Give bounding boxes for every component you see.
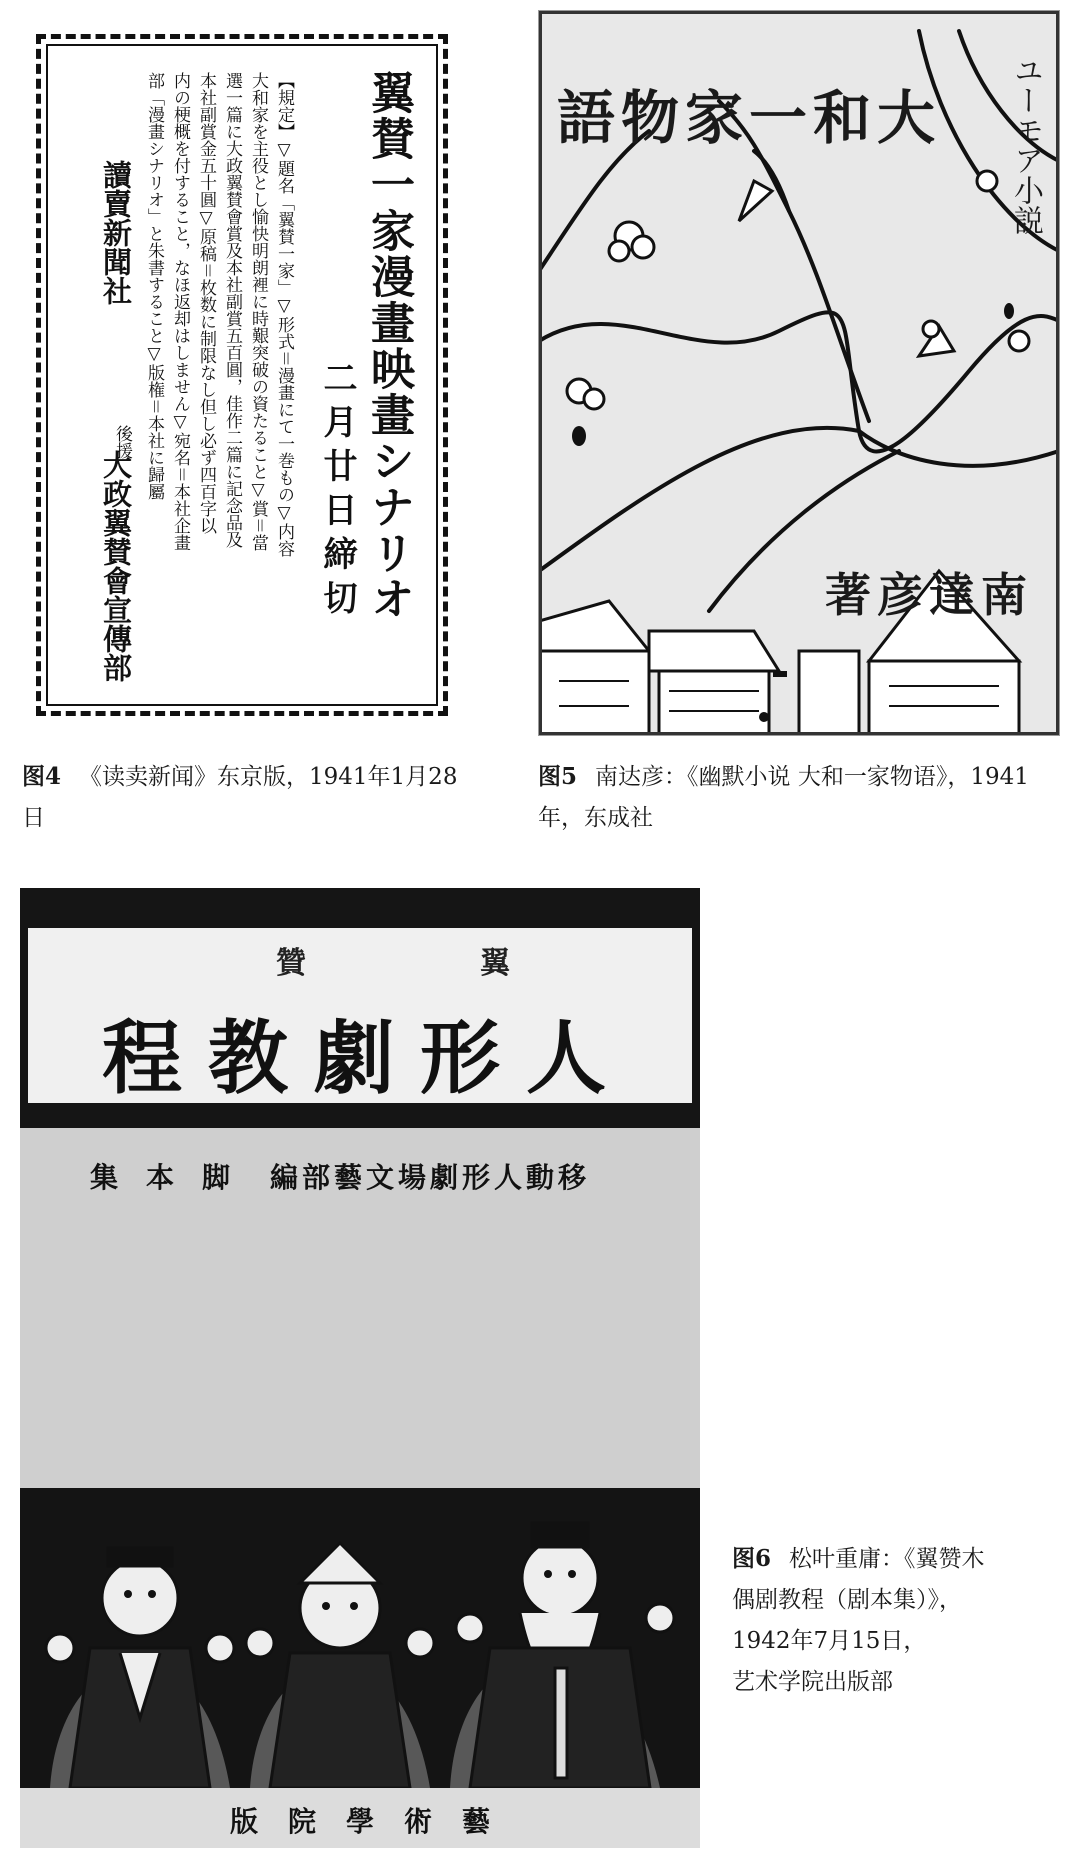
ad-rule-line: 本社副賞金五十圓▽原稿＝枚数に制限なし但し必ず四百字以 xyxy=(196,72,216,534)
cover-editor: 移動人形劇場文藝部編 xyxy=(270,1161,591,1194)
figure-label: 图5 xyxy=(538,763,578,790)
figure-6-caption xyxy=(732,1538,1062,1703)
ad-rule-line: 内の梗概を付すること，なほ返却はしません▽宛名＝本社企畫 xyxy=(170,72,190,551)
cover-title: 人形劇教程 xyxy=(102,1011,632,1105)
ad-title: 翼賛一家漫畫映畫シナリオ xyxy=(363,70,414,622)
figure-5-caption xyxy=(538,756,1058,839)
cover-author: 南達彦著 xyxy=(825,568,1033,622)
caption-line: 1942年7月15日， xyxy=(732,1628,927,1654)
cover-subtitle-char: 贊 xyxy=(276,946,306,981)
caption-text: 《读卖新闻》东京版，1941年1月28日 xyxy=(22,764,458,831)
figure-6-textbook-cover xyxy=(20,888,700,1848)
title-band xyxy=(28,928,692,1103)
figure-label: 图4 xyxy=(22,763,62,790)
figure-4-caption xyxy=(22,756,462,839)
figure-label: 图6 xyxy=(732,1545,772,1572)
ad-rule-line: 【規定】▽題名「翼賛一家」▽形式＝漫畫にて一巻もの▽内容 xyxy=(274,72,294,557)
cover-genre-label: ユーモア小説 xyxy=(1008,55,1043,235)
caption-line: 偶剧教程（剧本集）》， xyxy=(732,1587,962,1613)
cover-publisher: 藝術學院版 xyxy=(230,1805,521,1838)
ad-deadline: 二月廿日締切 xyxy=(317,360,357,624)
puppets-art xyxy=(20,1488,700,1788)
caption-line: 松叶重庸：《翼赞木 xyxy=(789,1546,985,1572)
ad-sponsor: 大政翼賛會宣傳部 xyxy=(99,450,133,682)
ad-rule-line: 選一篇に大政翼賛會賞及本社副賞五百圓，佳作二篇に記念品及 xyxy=(222,72,242,548)
ad-rule-line: 部「漫畫シナリオ」と朱書すること▽版権＝本社に歸屬 xyxy=(144,72,164,500)
figure-4-newspaper-ad xyxy=(32,30,452,720)
ad-rule-line: 大和家を主役とし愉快明朗裡に時艱突破の資たること▽賞＝當 xyxy=(248,72,268,551)
caption-line: 艺术学院出版部 xyxy=(732,1669,893,1695)
ad-support-label: 後援 xyxy=(112,425,132,459)
ad-organizer: 讀賣新聞社 xyxy=(99,160,133,305)
caption-text: 南达彦：《幽默小说 大和一家物语》，1941年，东成社 xyxy=(538,764,1029,831)
cover-subtitle-char: 翼 xyxy=(480,946,510,981)
figure-5-novel-cover xyxy=(538,10,1060,736)
cover-volume: 脚本集 xyxy=(90,1161,259,1194)
cover-top-band xyxy=(20,888,700,1128)
cover-title: 大和一家物語 xyxy=(556,84,941,152)
cover-puppet-illustration xyxy=(20,1488,700,1848)
